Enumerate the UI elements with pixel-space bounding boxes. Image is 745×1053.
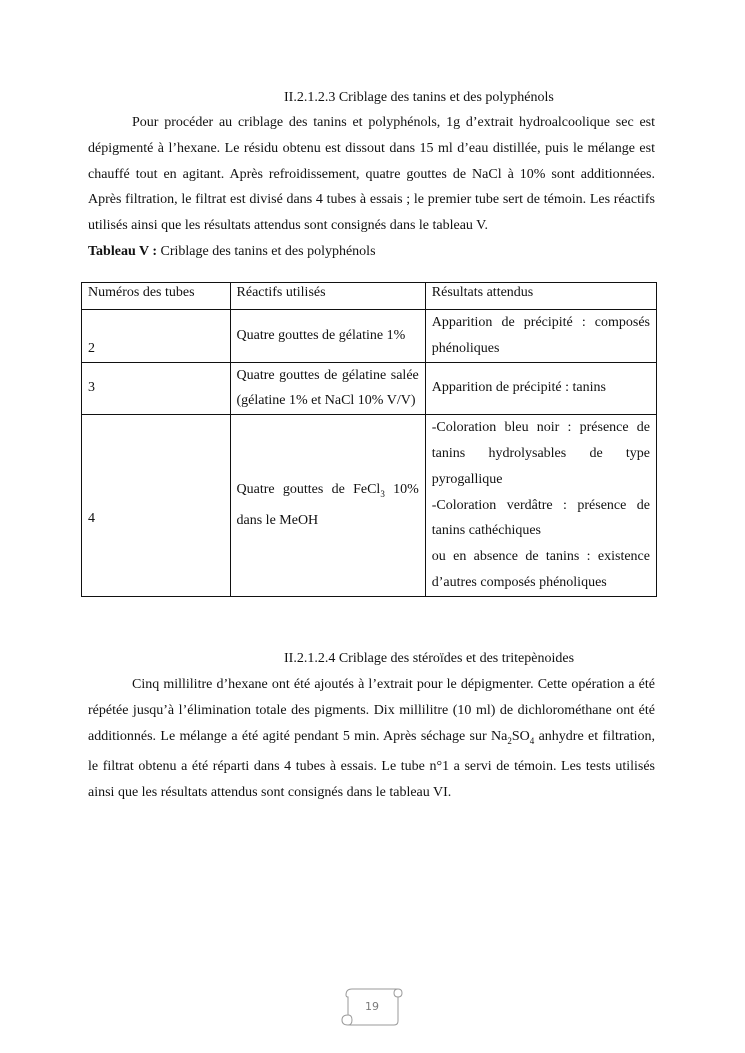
tube-number: 2 (88, 340, 95, 356)
paragraph-steroides (88, 672, 655, 806)
paragraph-steroides-part1: Cinq millilitre d’hexane ont été ajoutés à l’extrait pour le dépigmenter. Cette opération a été répétée jusqu’à l’élimination totale des pigments. Dix millilitre (10 ml) de dichlorométhane ont été additionnés. Le mélange a été agité pendant 5 min. Après séchage sur Na (88, 677, 655, 744)
reagent-text: Quatre gouttes de gélatine 1% (236, 327, 406, 343)
reagent-cell (230, 310, 425, 363)
result-line-greenish: -Coloration verdâtre : présence de tanins cathéchiques (431, 497, 650, 539)
table-row (82, 362, 657, 415)
tube-number: 3 (88, 380, 95, 396)
table-caption (88, 242, 376, 262)
reagent-text-part1: Quatre gouttes de FeCl (236, 482, 381, 498)
table-row (82, 415, 657, 597)
result-text: Apparition de précipité : tanins (431, 380, 606, 396)
result-text: Apparition de précipité : composés phénoliques (431, 315, 650, 356)
criblage-table (81, 282, 657, 597)
result-line-blue-black: -Coloration bleu noir : présence de tanins hydrolysables de type pyrogallique (431, 420, 650, 487)
page-number: 19 (365, 1000, 379, 1013)
reagent-subscript: 3 (380, 489, 385, 500)
tube-number: 4 (88, 510, 95, 526)
table-caption-text: Criblage des tanins et des polyphénols (157, 244, 376, 259)
section-heading-tanins-text: II.2.1.2.3 Criblage des tanins et des polyphénols (284, 90, 554, 105)
tube-number-cell (82, 310, 231, 363)
table-header-row (82, 283, 657, 310)
header-expected-results: Résultats attendus (425, 283, 656, 310)
result-cell (425, 310, 656, 363)
header-reagents: Réactifs utilisés (230, 283, 425, 310)
subscript-4: 4 (529, 735, 535, 746)
table-caption-label: Tableau V : (88, 244, 157, 259)
result-line-absence: ou en absence de tanins : existence d’autres composés phénoliques (431, 549, 650, 590)
reagent-text: Quatre gouttes de gélatine salée (gélatine 1% et NaCl 10% V/V) (236, 367, 419, 409)
paragraph-tanins-text: Pour procéder au criblage des tanins et polyphénols, 1g d’extrait hydroalcoolique sec est dépigmenté à l’hexane. Le résidu obtenu est dissout dans 15 ml d’eau distillée, puis le mélange est chauffé tout en agitant. Après refroidissement, quatre gouttes de NaCl à 10% sont additionnées. Après filtration, le filtrat est divisé dans 4 tubes à essais ; le premier tube sert de témoin. Les réactifs utilisés ainsi que les résultats attendus sont consignés dans le tableau V. (88, 115, 655, 234)
subscript-2: 2 (507, 735, 512, 746)
paragraph-steroides-part2: SO (511, 728, 530, 744)
tube-number-cell (82, 362, 231, 415)
section-heading-steroides-text: II.2.1.2.4 Criblage des stéroïdes et des tritepènoides (284, 651, 575, 666)
paragraph-steroides-part3: anhydre et filtration, le filtrat obtenu a été réparti dans 4 tubes à essais. Le tube n°1 a servi de témoin. Les tests utilisés ainsi que les résultats attendus sont consignés dans le tableau VI. (88, 728, 656, 800)
table-row (82, 310, 657, 363)
header-tube-number: Numéros des tubes (82, 283, 231, 310)
paragraph-tanins (88, 110, 655, 239)
result-cell (425, 362, 656, 415)
result-cell (425, 415, 656, 597)
reagent-text-part2: 10% dans le MeOH (236, 482, 419, 528)
reagent-cell (230, 362, 425, 415)
reagent-cell (230, 415, 425, 597)
tube-number-cell (82, 415, 231, 597)
